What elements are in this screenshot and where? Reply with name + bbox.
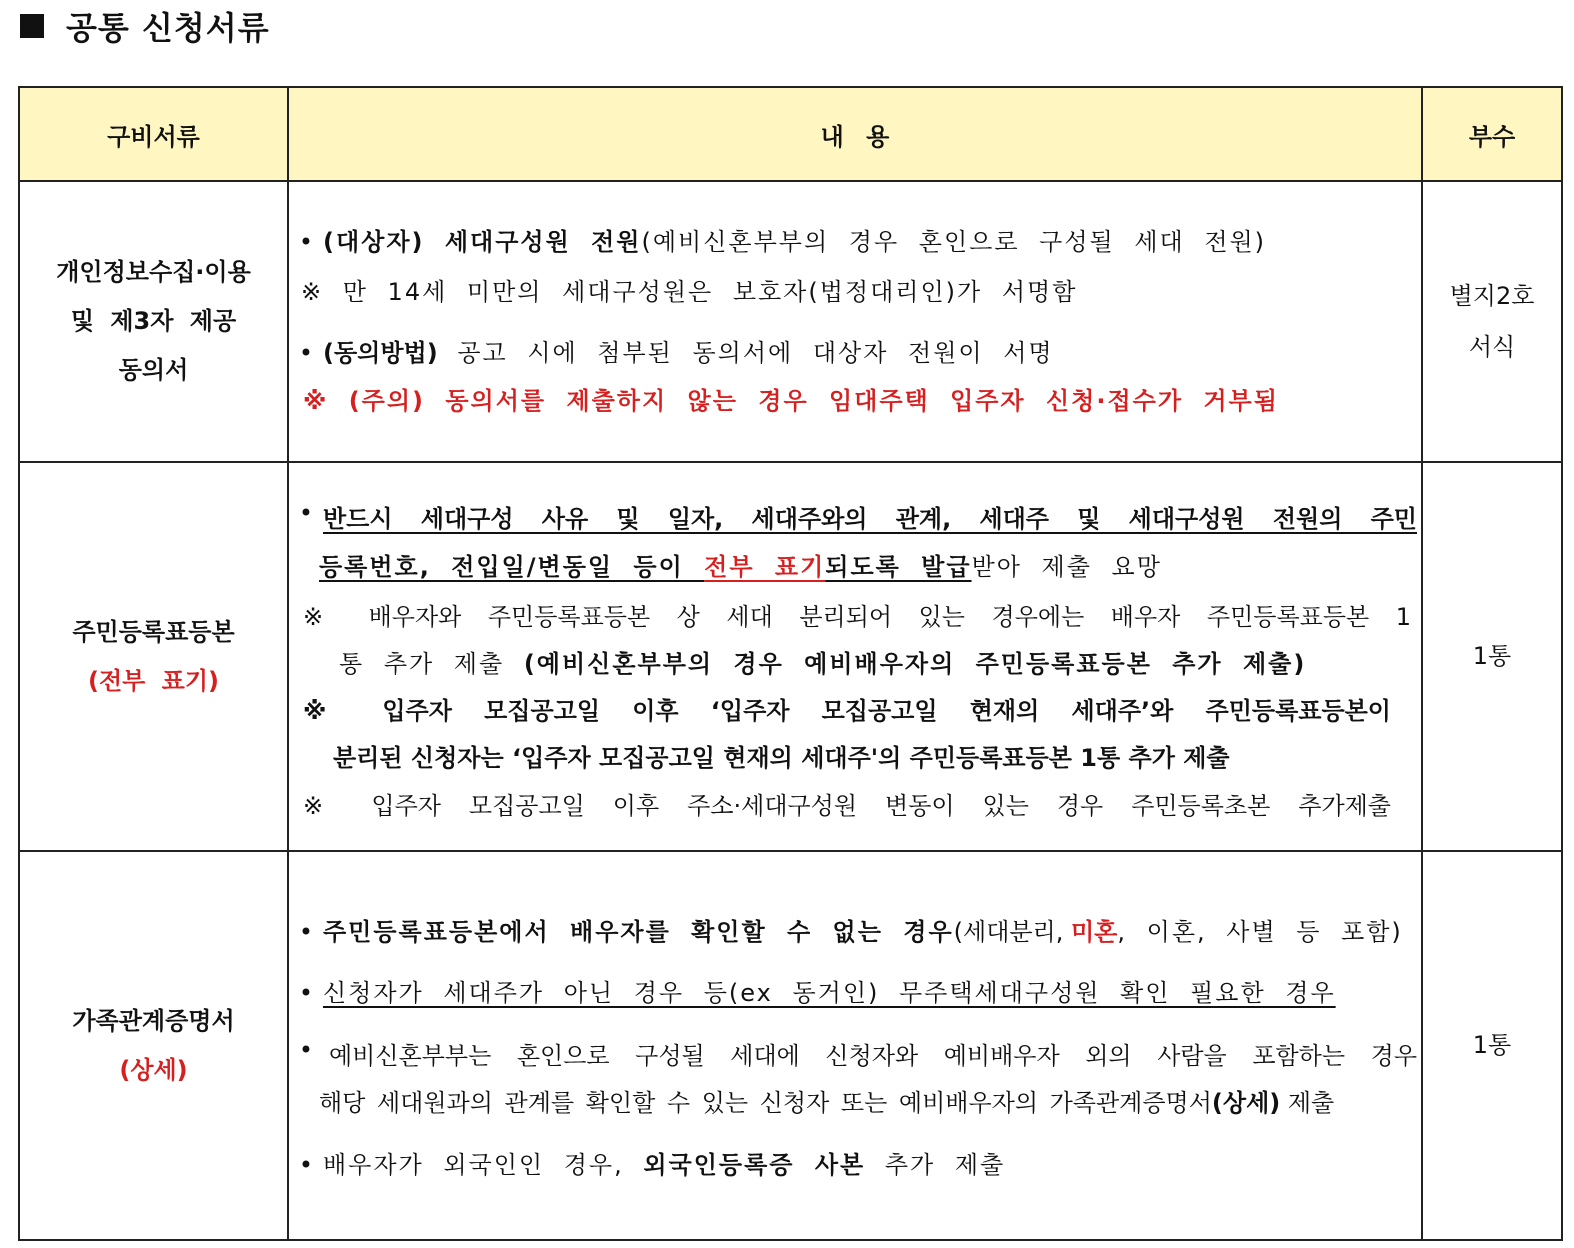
header-count: 부수 [1422, 87, 1562, 181]
content-line: 등록번호, 전입일/변동일 등이 전부 표기되도록 발급받아 제출 요망 [319, 553, 1162, 581]
table-header-row [19, 87, 1562, 181]
content-line: 분리된 신청자는 ‘입주자 모집공고일 현재의 세대주'의 주민등록표등본 1통 추가 제출 [333, 744, 1230, 772]
content-line: ※ 입주자 모집공고일 이후 ‘입주자 모집공고일 현재의 세대주’와 주민등록표등본이 [303, 697, 1391, 725]
doc-name-consent: 개인정보수집·이용 및 제3자 제공 동의서 [19, 181, 288, 462]
content-line: • 주민등록표등본에서 배우자를 확인할 수 없는 경우(세대분리, 미혼, 이혼, 사별 등 포함) [289, 912, 1417, 947]
count-consent: 별지2호 서식 [1422, 181, 1562, 462]
content-line: 해당 세대원과의 관계를 확인할 수 있는 신청자 또는 예비배우자의 가족관계증명서(상세) 제출 [319, 1089, 1335, 1117]
square-bullet-icon [20, 14, 44, 38]
content-line: 통 추가 제출 (예비신혼부부의 경우 예비배우자의 주민등록표등본 추가 제출) [339, 650, 1307, 678]
header-content: 내 용 [288, 87, 1422, 181]
section-title-text: 공통 신청서류 [66, 9, 270, 47]
table-row [19, 181, 1562, 462]
doc-name-resident-register: 주민등록표등본 (전부 표기) [19, 462, 288, 851]
content-line-warning: ※ (주의) 동의서를 제출하지 않는 경우 임대주택 입주자 신청·접수가 거부됨 [303, 387, 1279, 415]
bullet-icon: • [298, 1036, 314, 1064]
content-family-relation [288, 851, 1422, 1240]
content-line: • (대상자) 세대구성원 전원(예비신혼부부의 경우 혼인으로 구성될 세대 전원) [289, 222, 1417, 257]
bullet-icon: • [298, 339, 314, 367]
bullet-icon: • [298, 499, 314, 527]
table-row [19, 462, 1562, 851]
bullet-icon: • [298, 1151, 314, 1179]
documents-table [18, 86, 1563, 1241]
content-line: • 반드시 세대구성 사유 및 일자, 세대주와의 관계, 세대주 및 세대구성원 전원의 주민 [289, 499, 1417, 534]
table-row [19, 851, 1562, 1240]
content-line: ※ 만 14세 미만의 세대구성원은 보호자(법정대리인)가 서명함 [301, 278, 1078, 306]
count-resident-register: 1통 [1422, 462, 1562, 851]
doc-name-family-relation: 가족관계증명서 (상세) [19, 851, 288, 1240]
count-family-relation: 1통 [1422, 851, 1562, 1240]
bullet-icon: • [298, 918, 314, 946]
content-line: • 신청자가 세대주가 아닌 경우 등(ex 동거인) 무주택세대구성원 확인 필요한 경우 [289, 973, 1417, 1008]
content-line: ※ 배우자와 주민등록표등본 상 세대 분리되어 있는 경우에는 배우자 주민등록표등본 1 [303, 603, 1411, 631]
section-title [20, 4, 270, 48]
content-line: ※ 입주자 모집공고일 이후 주소·세대구성원 변동이 있는 경우 주민등록초본 추가제출 [303, 792, 1391, 820]
content-line: • 예비신혼부부는 혼인으로 구성될 세대에 신청자와 예비배우자 외의 사람을 포함하는 경우 [289, 1036, 1417, 1071]
content-consent [288, 181, 1422, 462]
bullet-icon: • [298, 979, 314, 1007]
header-doc: 구비서류 [19, 87, 288, 181]
content-line: • 배우자가 외국인인 경우, 외국인등록증 사본 추가 제출 [289, 1145, 1417, 1180]
bullet-icon: • [298, 228, 314, 256]
content-line: • (동의방법) 공고 시에 첨부된 동의서에 대상자 전원이 서명 [289, 333, 1417, 368]
content-resident-register [288, 462, 1422, 851]
